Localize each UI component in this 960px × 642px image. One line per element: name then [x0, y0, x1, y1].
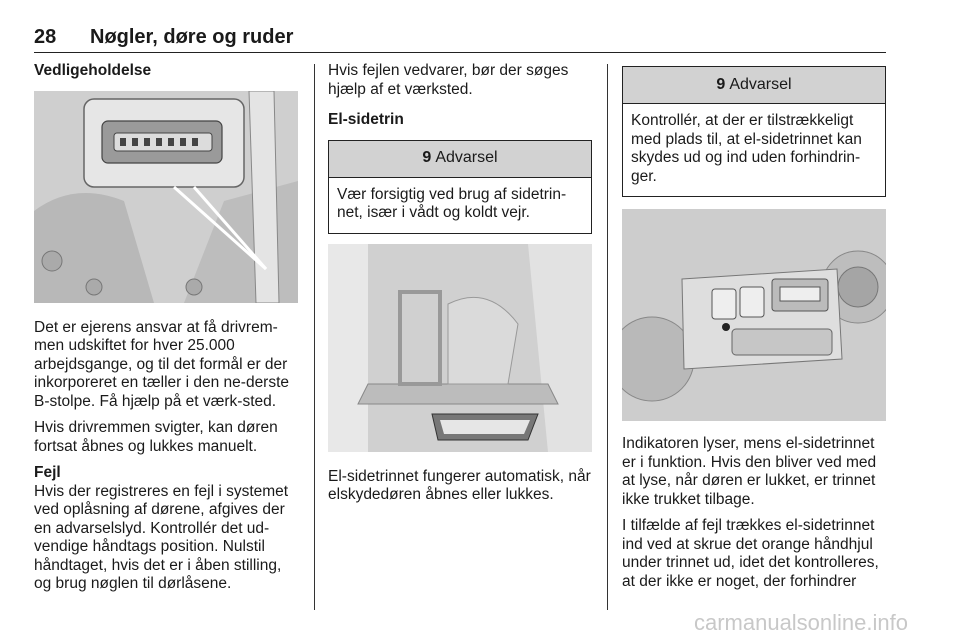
column-divider	[607, 64, 608, 610]
section-heading-maintenance: Vedligeholdelse	[34, 62, 152, 79]
warning-text: Vær forsigtig ved brug af sidetrin-net, især i vådt og koldt vejr.	[337, 185, 567, 221]
dashboard-indicator-illustration	[622, 209, 886, 421]
section-heading-side-step: El-sidetrin	[328, 111, 404, 128]
column-divider	[314, 64, 315, 610]
warning-icon: 9	[716, 75, 726, 93]
warning-text: Kontrollér, at der er tilstrækkeligt med plads til, at el-sidetrinnet kan skydes ud og ind uden forhindrin-ger.	[631, 112, 862, 185]
warning-header	[329, 141, 591, 178]
paragraph: Hvis drivremmen svigter, kan døren fortsat åbnes og lukkes manuelt.	[34, 419, 278, 455]
page-header	[34, 26, 886, 53]
warning-box	[622, 66, 886, 197]
chapter-title: Nøgler, døre og ruder	[90, 26, 294, 48]
column-2	[328, 62, 594, 513]
warning-header	[623, 67, 885, 104]
warning-icon: 9	[422, 149, 432, 167]
side-step-illustration	[328, 244, 592, 452]
paragraph: Indikatoren lyser, mens el-sidetrinnet er i funktion. Hvis den bliver ved med at lyse, når døren er lukket, er trinnet ikke trukket tilbage.	[622, 435, 877, 508]
page-number: 28	[34, 26, 57, 48]
warning-title: Advarsel	[435, 149, 498, 167]
paragraph: Hvis fejlen vedvarer, bør der søges hjælp af et værksted.	[328, 62, 569, 98]
watermark: carmanualsonline.info	[693, 610, 908, 635]
counter-b-pillar-illustration	[34, 91, 298, 303]
paragraph: Det er ejerens ansvar at få drivrem-men udskiftet for hver 25.000 arbejdsgange, og til det formål er der inkorporeret en tæller i den ne-derste B-stolpe. Få hjælp på et værk-sted.	[34, 318, 290, 410]
section-heading-fault: Fejl	[34, 464, 61, 481]
paragraph: El-sidetrinnet fungerer automatisk, når elskydedøren åbnes eller lukkes.	[328, 467, 591, 503]
paragraph: Hvis der registreres en fejl i systemet ved oplåsning af dørene, afgives der en advarselslyd. Kontrollér det ud-vendige håndtags position. Nulstil håndtaget, hvis det er i åben stilling, og brug nøglen til dørlåsene.	[34, 482, 289, 592]
warning-box	[328, 140, 592, 234]
warning-title: Advarsel	[729, 75, 792, 93]
column-3	[622, 62, 888, 599]
column-1	[34, 62, 302, 602]
paragraph: I tilfælde af fejl trækkes el-sidetrinnet ind ved at skrue det orange håndhjul under trinnet ud, idet det kontrolleres, at der ikke er noget, der forhindrer	[622, 517, 879, 590]
